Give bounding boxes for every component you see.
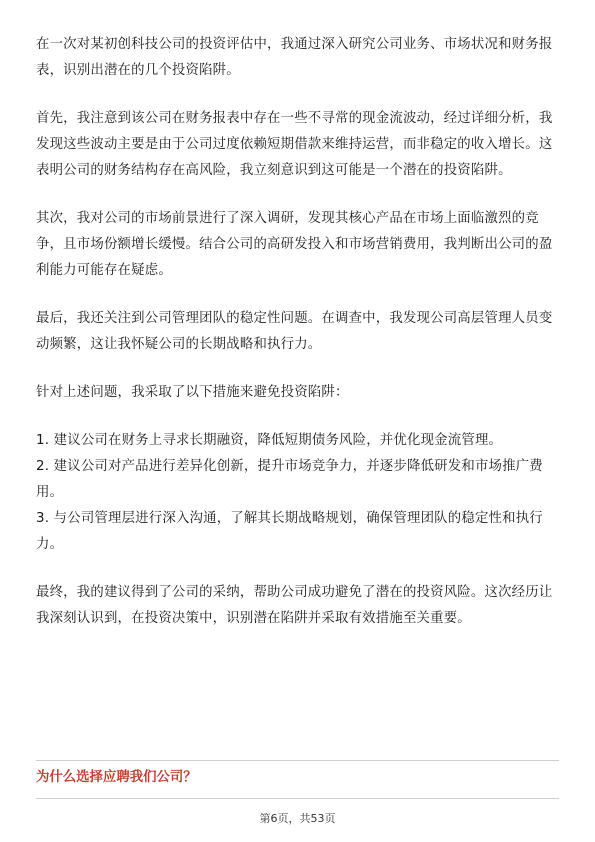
list-item: 3. 与公司管理层进行深入沟通，了解其长期战略规划，确保管理团队的稳定性和执行力。: [36, 511, 543, 552]
measures-list: [36, 428, 559, 558]
list-item: 2. 建议公司对产品进行差异化创新，提升市场竞争力，并逐步降低研发和市场推广费用。: [36, 459, 543, 500]
section-heading: 为什么选择应聘我们公司？: [36, 770, 197, 785]
paragraph-third-point: 最后，我还关注到公司管理团队的稳定性问题。在调查中，我发现公司高层管理人员变动频繁，这让我怀疑公司的长期战略和执行力。: [36, 311, 553, 352]
page-number: 第6页，共53页: [259, 812, 336, 825]
paragraph-second-point: 其次，我对公司的市场前景进行了深入调研，发现其核心产品在市场上面临激烈的竞争，且市场份额增长缓慢。结合公司的高研发投入和市场营销费用，我判断出公司的盈利能力可能存在疑虑。: [36, 211, 553, 278]
paragraph-first-point: 首先，我注意到该公司在财务报表中存在一些不寻常的现金流波动，经过详细分析，我发现这些波动主要是由于公司过度依赖短期借款来维持运营，而非稳定的收入增长。这表明公司的财务结构存在高风险，我立刻意识到这可能是一个潜在的投资陷阱。: [36, 111, 553, 178]
paragraph-intro: 在一次对某初创科技公司的投资评估中，我通过深入研究公司业务、市场状况和财务报表，识别出潜在的几个投资陷阱。: [36, 37, 553, 78]
section-divider-top: [36, 760, 559, 761]
section-divider-bottom: [36, 798, 559, 799]
paragraph-conclusion: 最终，我的建议得到了公司的采纳，帮助公司成功避免了潜在的投资风险。这次经历让我深刻认识到，在投资决策中，识别潜在陷阱并采取有效措施至关重要。: [36, 585, 553, 626]
paragraph-measures-intro: 针对上述问题，我采取了以下措施来避免投资陷阱：: [36, 385, 349, 400]
list-item: 1. 建议公司在财务上寻求长期融资，降低短期债务风险，并优化现金流管理。: [36, 433, 503, 448]
